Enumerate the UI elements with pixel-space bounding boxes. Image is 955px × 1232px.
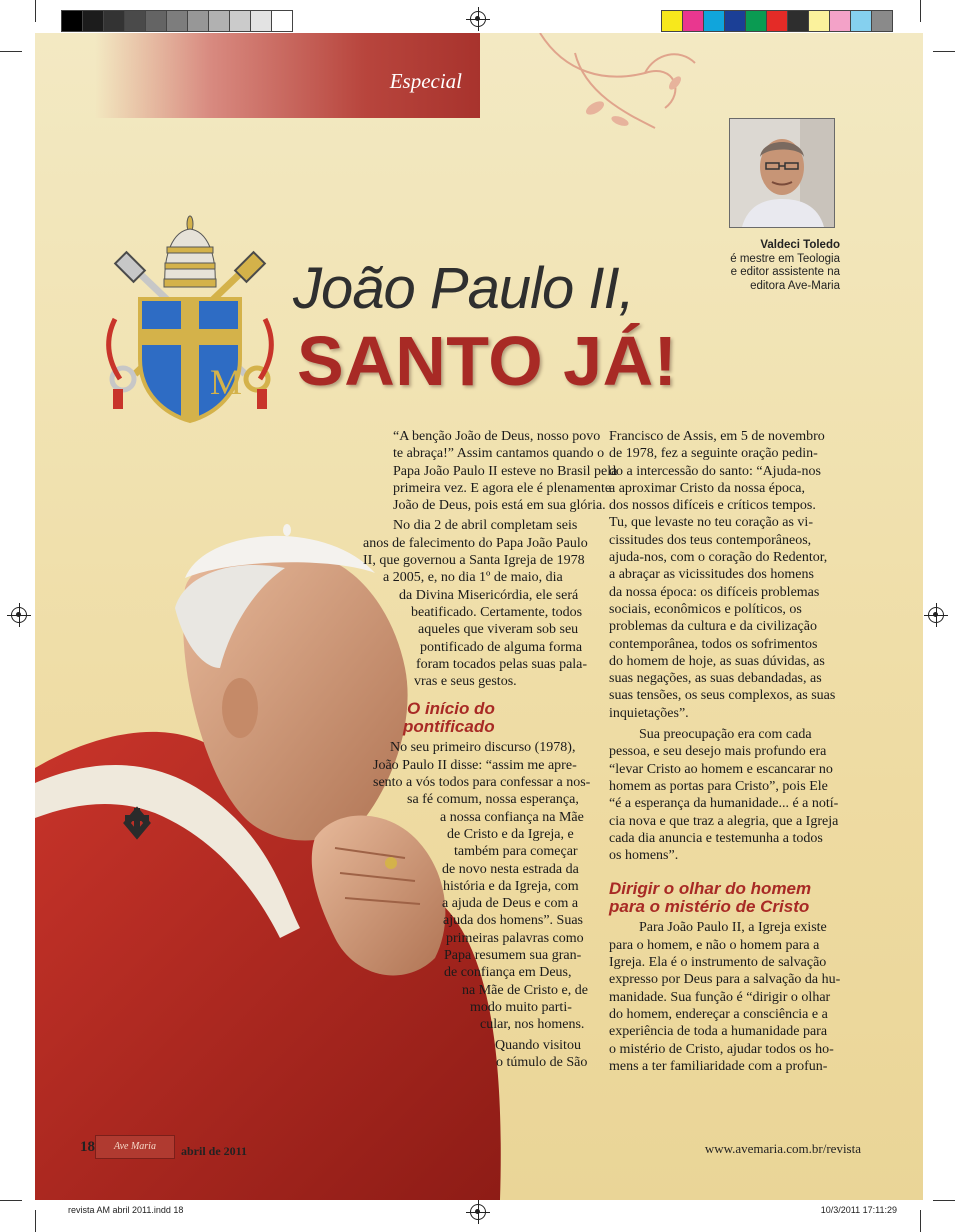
- text-line: manidade. Sua função é “dirigir o olhar: [609, 989, 831, 1005]
- magazine-page: [35, 33, 923, 1200]
- paragraph: [363, 517, 595, 690]
- website-url: www.avemaria.com.br/revista: [704, 1141, 861, 1156]
- text-line: expresso por Deus para a salvação da hu-: [609, 972, 841, 988]
- registration-mark-bottom: [470, 1204, 486, 1220]
- crop-mark: [933, 1200, 955, 1201]
- text-line: a 2005, e, no dia 1º de maio, dia: [383, 570, 563, 586]
- article-column-1: [363, 428, 618, 1071]
- paragraph: [609, 919, 841, 1075]
- floral-ornament: [535, 33, 705, 143]
- text-line: Papa resumem sua gran-: [444, 948, 582, 964]
- crop-mark: [0, 1200, 22, 1201]
- text-line: João Paulo II disse: “assim me apre-: [373, 757, 577, 773]
- author-bio-line: editora Ave-Maria: [750, 279, 840, 292]
- text-line: contemporânea, todos os sofrimentos: [609, 636, 818, 652]
- color-swatch: [103, 10, 125, 32]
- text-line: a abraçar as vicissitudes dos homens: [609, 567, 814, 583]
- crop-mark: [933, 51, 955, 52]
- crop-mark: [35, 1210, 36, 1232]
- author-credit: [675, 239, 840, 293]
- text-line: Para João Paulo II, a Igreja existe: [639, 920, 827, 936]
- text-line: Quando visitou: [495, 1037, 581, 1053]
- text-line: No dia 2 de abril completam seis: [393, 518, 578, 534]
- author-photo: [729, 118, 835, 228]
- text-line: Sua preocupação era com cada: [639, 727, 812, 743]
- gray-calibration-bar: [62, 10, 293, 32]
- color-swatch: [166, 10, 188, 32]
- color-swatch: [124, 10, 146, 32]
- subheading-line: O início do: [407, 699, 495, 719]
- text-line: II, que governou a Santa Igreja de 1978: [363, 553, 585, 569]
- text-line: Papa João Paulo II esteve no Brasil pela: [393, 463, 618, 479]
- text-line: cissitudes dos teus contemporâneos,: [609, 532, 812, 548]
- crop-mark: [35, 0, 36, 22]
- text-line: ajuda dos homens”. Suas: [443, 913, 583, 929]
- headline-line-2: SANTO JÁ!: [297, 322, 678, 400]
- color-swatch: [766, 10, 788, 32]
- file-slug: revista AM abril 2011.indd 18: [68, 1205, 184, 1215]
- page-number: 18: [80, 1139, 95, 1155]
- text-line: No seu primeiro discurso (1978),: [390, 740, 576, 756]
- subheading-line: pontificado: [403, 717, 495, 737]
- subheading-line: Dirigir o olhar do homem: [609, 879, 812, 899]
- text-line: “é a esperança da humanidade... é a notí-: [609, 796, 839, 812]
- text-line: de novo nesta estrada da: [442, 861, 579, 877]
- text-line: ajuda-nos, com o coração do Redentor,: [609, 550, 828, 566]
- registration-mark-top: [470, 11, 486, 27]
- color-swatch: [661, 10, 683, 32]
- crop-mark: [0, 51, 22, 52]
- article-column-2: [609, 428, 841, 1075]
- text-line: suas tensões, os seus complexos, as suas: [609, 688, 836, 704]
- text-line: Francisco de Assis, em 5 de novembro: [609, 429, 825, 444]
- text-line: cada dia anuncia e testemunha a todos: [609, 830, 823, 846]
- text-line: cular, nos homens.: [480, 1017, 585, 1033]
- text-line: sento a vós todos para confessar a nos-: [373, 775, 591, 791]
- author-bio-line: é mestre em Teologia: [730, 252, 840, 265]
- text-line: beatificado. Certamente, todos: [411, 604, 583, 620]
- issue-date: abril de 2011: [181, 1144, 248, 1158]
- text-line: cia nova e que traz a alegria, que a Igreja: [609, 813, 839, 829]
- color-swatch: [682, 10, 704, 32]
- color-swatch: [829, 10, 851, 32]
- text-line: da nossa época: os difíceis problemas: [609, 584, 820, 600]
- text-line: da Divina Misericórdia, ele será: [399, 587, 579, 603]
- color-calibration-bar: [662, 10, 893, 32]
- text-line: homem as portas para Cristo”, pois Ele: [609, 778, 828, 794]
- text-line: também para começar: [454, 844, 578, 860]
- section-tab: [95, 33, 480, 118]
- color-swatch: [745, 10, 767, 32]
- text-line: suas negações, as suas debandadas, as: [609, 671, 822, 687]
- text-line: mens a ter familiaridade com a profun-: [609, 1058, 828, 1074]
- text-line: vras e seus gestos.: [414, 674, 517, 690]
- color-swatch: [250, 10, 272, 32]
- text-line: “A benção João de Deus, nosso povo: [393, 429, 601, 444]
- magazine-logo: Ave Maria: [95, 1135, 175, 1159]
- text-line: primeira vez. E agora ele é plenamente: [393, 480, 612, 496]
- text-line: do homem de hoje, as suas dúvidas, as: [609, 653, 825, 669]
- text-line: Tu, que levaste no teu coração as vi-: [609, 515, 813, 531]
- paragraph: [363, 428, 618, 514]
- datetime-slug: 10/3/2011 17:11:29: [820, 1205, 897, 1215]
- color-swatch: [229, 10, 251, 32]
- subheading-dirigir: [609, 880, 841, 916]
- crop-mark: [920, 0, 921, 22]
- text-line: os homens”.: [609, 848, 679, 864]
- text-line: do homem, endereçar a consciência e a: [609, 1006, 828, 1022]
- text-line: pessoa, e seu desejo mais profundo era: [609, 744, 827, 760]
- text-line: anos de falecimento do Papa João Paulo: [363, 535, 588, 551]
- paragraph: [363, 1037, 595, 1072]
- color-swatch: [82, 10, 104, 32]
- color-swatch: [787, 10, 809, 32]
- color-swatch: [61, 10, 83, 32]
- registration-mark-left: [11, 607, 27, 623]
- subheading-line: para o mistério de Cristo: [609, 897, 810, 917]
- text-line: de 1978, fez a seguinte oração pedin-: [609, 446, 818, 462]
- text-line: do a intercessão do santo: “Ajuda-nos: [609, 463, 821, 479]
- text-line: o túmulo de São: [496, 1054, 588, 1070]
- papal-coat-of-arms: [95, 209, 285, 429]
- text-line: aqueles que viveram sob seu: [418, 622, 579, 638]
- color-swatch: [145, 10, 167, 32]
- text-line: primeiras palavras como: [446, 930, 584, 946]
- text-line: de Cristo e da Igreja, e: [447, 826, 574, 842]
- crop-mark: [920, 1210, 921, 1232]
- text-line: sociais, econômicos e políticos, os: [609, 601, 802, 617]
- color-swatch: [208, 10, 230, 32]
- text-line: pontificado de alguma forma: [420, 639, 583, 655]
- subheading-inicio: [363, 700, 595, 736]
- color-swatch: [271, 10, 293, 32]
- text-line: dos nossos difíceis e críticos tempos.: [609, 498, 816, 514]
- text-line: te abraça!” Assim cantamos quando o: [393, 446, 605, 462]
- headline-line-1: João Paulo II,: [293, 256, 634, 321]
- registration-mark-right: [928, 607, 944, 623]
- paragraph: [363, 739, 595, 1033]
- text-line: problemas da cultura e da civilização: [609, 619, 817, 635]
- paragraph: [609, 726, 841, 864]
- text-line: Igreja. Ela é o instrumento de salvação: [609, 955, 827, 971]
- text-line: “levar Cristo ao homem e escancarar no: [609, 761, 833, 777]
- text-line: história e da Igreja, com: [443, 878, 579, 894]
- color-swatch: [187, 10, 209, 32]
- text-line: a ajuda de Deus e com a: [442, 896, 579, 912]
- color-swatch: [808, 10, 830, 32]
- section-label: Especial: [389, 69, 462, 93]
- author-name: Valdeci Toledo: [760, 239, 840, 251]
- text-line: de confiança em Deus,: [444, 965, 572, 981]
- text-line: na Mãe de Cristo e, de: [462, 982, 588, 998]
- paragraph: [609, 428, 841, 722]
- color-swatch: [871, 10, 893, 32]
- color-swatch: [703, 10, 725, 32]
- text-line: foram tocados pelas suas pala-: [416, 656, 588, 672]
- author-bio-line: e editor assistente na: [730, 266, 840, 278]
- text-line: para o homem, e não o homem para a: [609, 937, 820, 953]
- text-line: a nossa confiança na Mãe: [440, 809, 584, 825]
- color-swatch: [850, 10, 872, 32]
- text-line: sa fé comum, nossa esperança,: [407, 792, 579, 808]
- text-line: João de Deus, pois está em sua glória.: [393, 498, 606, 514]
- text-line: modo muito parti-: [470, 999, 572, 1015]
- color-swatch: [724, 10, 746, 32]
- text-line: a aproximar Cristo da nossa época,: [609, 480, 805, 496]
- text-line: o mistério de Cristo, ajudar todos os ho-: [609, 1041, 834, 1057]
- text-line: inquietações”.: [609, 705, 689, 721]
- text-line: experiência de toda a humanidade para: [609, 1024, 828, 1040]
- svg-text:M: M: [210, 362, 243, 402]
